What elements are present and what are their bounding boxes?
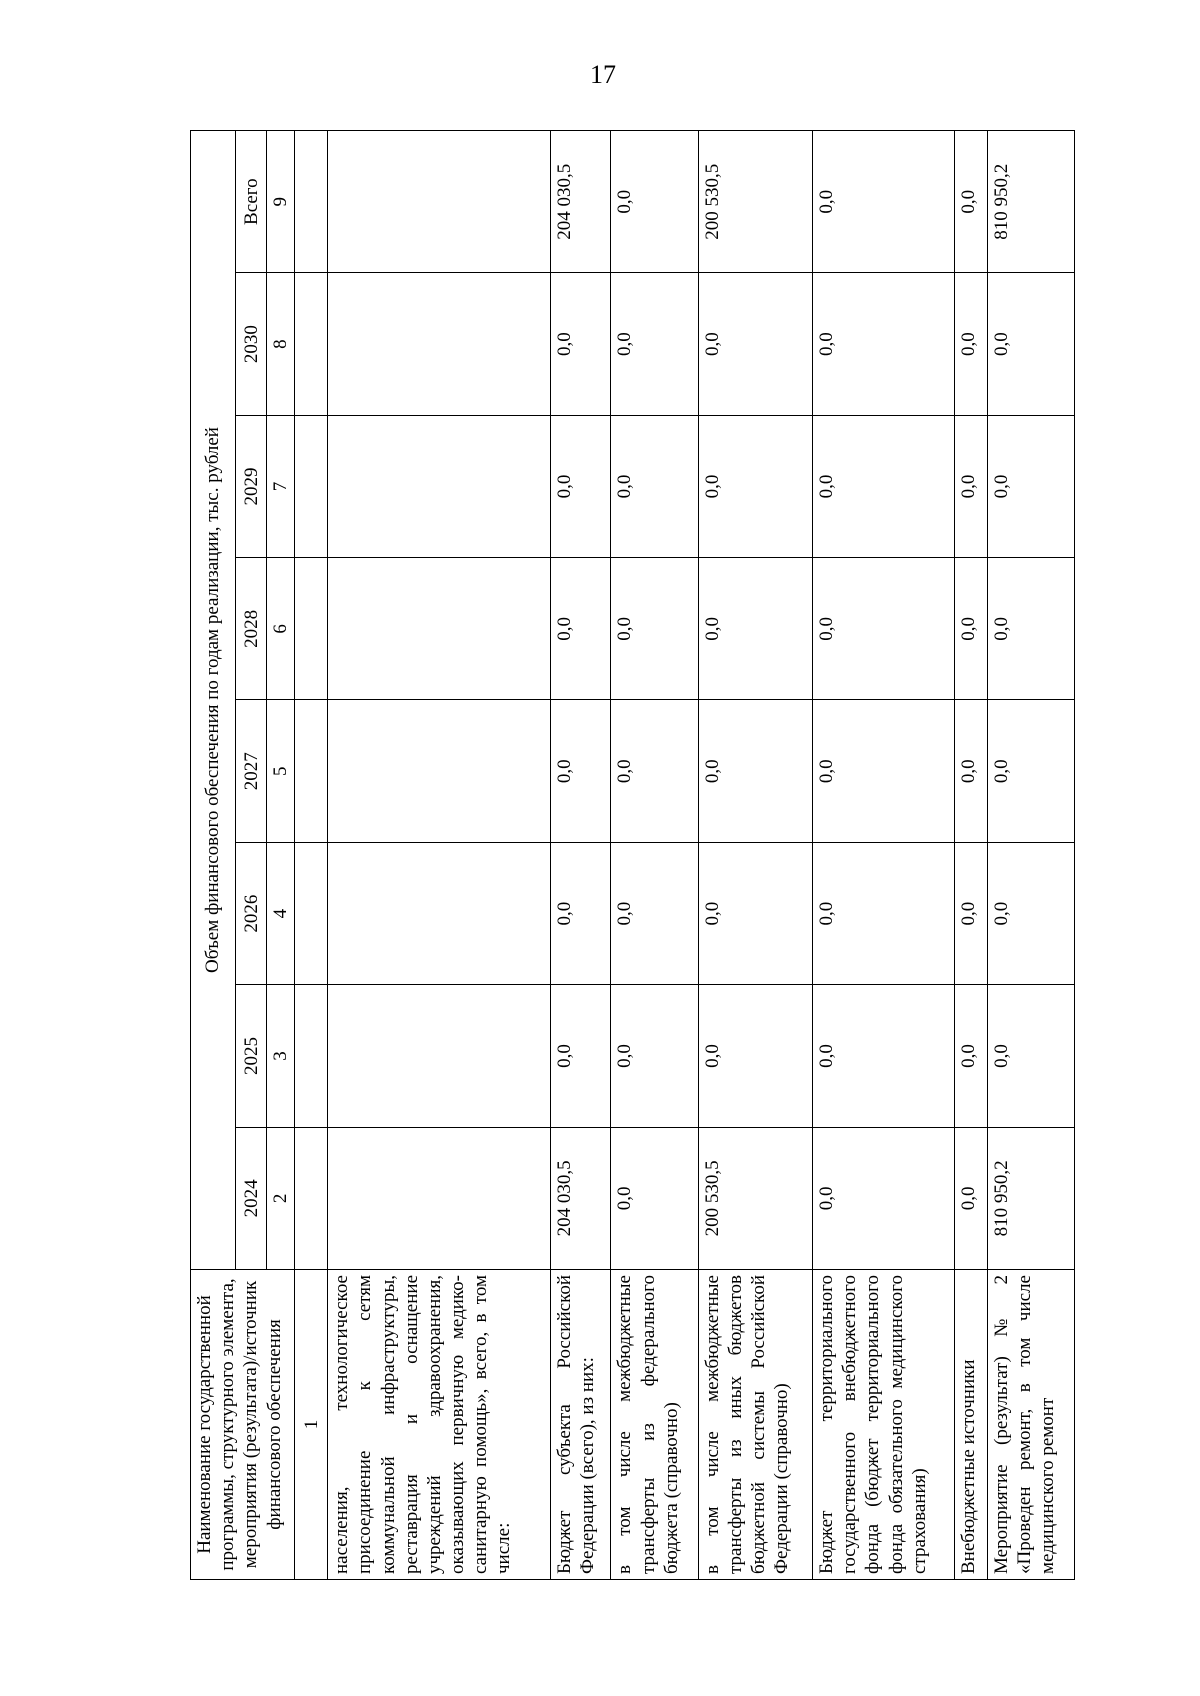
- header-name-column: Наименование государственной программы, структурного элемента, мероприятия (результата)/источник финансового обеспечения: [191, 1270, 295, 1580]
- value-cell: 204 030,5: [551, 1127, 611, 1269]
- row-name: Бюджет территориального государственного внебюджетного фонда (бюджет территориального фонда обязательного медицинского страхования): [813, 1270, 955, 1580]
- column-index: 7: [267, 415, 295, 557]
- value-cell: [328, 842, 551, 984]
- total-cell: 204 030,5: [551, 131, 611, 273]
- value-cell: 0,0: [987, 415, 1074, 557]
- header-year: 2030: [236, 273, 267, 415]
- value-cell: 0,0: [987, 842, 1074, 984]
- column-index: 8: [267, 273, 295, 415]
- value-cell: 810 950,2: [987, 1127, 1074, 1269]
- value-cell: 0,0: [551, 842, 611, 984]
- row-name: Внебюджетные источники: [954, 1270, 987, 1580]
- empty-cell: [295, 131, 328, 273]
- value-cell: 0,0: [611, 985, 698, 1127]
- value-cell: [328, 558, 551, 700]
- empty-cell: [295, 273, 328, 415]
- column-index: 5: [267, 700, 295, 842]
- value-cell: 0,0: [954, 1127, 987, 1269]
- header-year: 2029: [236, 415, 267, 557]
- empty-cell: [295, 985, 328, 1127]
- value-cell: 0,0: [813, 558, 955, 700]
- total-cell: 0,0: [954, 131, 987, 273]
- column-index: 4: [267, 842, 295, 984]
- value-cell: 0,0: [813, 985, 955, 1127]
- table-row: [551, 131, 611, 1580]
- header-year: 2026: [236, 842, 267, 984]
- value-cell: 0,0: [611, 273, 698, 415]
- value-cell: 0,0: [551, 985, 611, 1127]
- empty-cell: [295, 842, 328, 984]
- column-index-row: [295, 131, 328, 1580]
- header-year: 2024: [236, 1127, 267, 1269]
- value-cell: 0,0: [611, 842, 698, 984]
- row-name: в том числе межбюджетные трансферты из иных бюджетов бюджетной системы Российской Федерации (справочно): [698, 1270, 812, 1580]
- empty-cell: [295, 558, 328, 700]
- value-cell: 0,0: [698, 273, 812, 415]
- value-cell: 0,0: [987, 273, 1074, 415]
- column-index: 6: [267, 558, 295, 700]
- value-cell: 0,0: [698, 985, 812, 1127]
- column-index: 2: [267, 1127, 295, 1269]
- value-cell: 0,0: [551, 558, 611, 700]
- value-cell: 0,0: [954, 558, 987, 700]
- financing-table: [190, 130, 1075, 1580]
- value-cell: [328, 985, 551, 1127]
- value-cell: 0,0: [813, 273, 955, 415]
- header-year: 2025: [236, 985, 267, 1127]
- row-name: в том числе межбюджетные трансферты из федерального бюджета (справочно): [611, 1270, 698, 1580]
- total-cell: [328, 131, 551, 273]
- column-index: 1: [295, 1270, 328, 1580]
- table-row: [954, 131, 987, 1580]
- header-total: Всего: [236, 131, 267, 273]
- empty-cell: [295, 700, 328, 842]
- table-row: [328, 131, 551, 1580]
- row-name: населения, технологическое присоединение к сетям коммунальной инфраструктуры, реставрация и оснащение учреждений здравоохранения, оказывающих первичную медико-санитарную помощь», всего, в том числе:: [328, 1270, 551, 1580]
- value-cell: 200 530,5: [698, 1127, 812, 1269]
- header-year: 2027: [236, 700, 267, 842]
- value-cell: 0,0: [987, 558, 1074, 700]
- value-cell: 0,0: [987, 985, 1074, 1127]
- value-cell: 0,0: [813, 1127, 955, 1269]
- value-cell: 0,0: [611, 558, 698, 700]
- value-cell: 0,0: [954, 700, 987, 842]
- value-cell: 0,0: [698, 842, 812, 984]
- value-cell: [328, 700, 551, 842]
- total-cell: 200 530,5: [698, 131, 812, 273]
- value-cell: 0,0: [551, 273, 611, 415]
- header-year: 2028: [236, 558, 267, 700]
- rotated-table-container: [190, 130, 1075, 1580]
- value-cell: 0,0: [698, 415, 812, 557]
- empty-cell: [295, 1127, 328, 1269]
- value-cell: 0,0: [611, 700, 698, 842]
- value-cell: 0,0: [813, 700, 955, 842]
- value-cell: 0,0: [551, 700, 611, 842]
- row-name: Мероприятие (результат) № 2 «Проведен ремонт, в том числе медицинского ремонт: [987, 1270, 1074, 1580]
- table-row: [987, 131, 1074, 1580]
- column-index: 3: [267, 985, 295, 1127]
- value-cell: 0,0: [813, 842, 955, 984]
- value-cell: 0,0: [551, 415, 611, 557]
- header-volume-title: Объем финансового обеспечения по годам реализации, тыс. рублей: [191, 131, 236, 1270]
- value-cell: 0,0: [813, 415, 955, 557]
- value-cell: 0,0: [954, 842, 987, 984]
- total-cell: 810 950,2: [987, 131, 1074, 273]
- header-row-main: [191, 131, 236, 1580]
- row-name: Бюджет субъекта Российской Федерации (всего), из них:: [551, 1270, 611, 1580]
- value-cell: 0,0: [698, 700, 812, 842]
- value-cell: 0,0: [954, 273, 987, 415]
- table-row: [813, 131, 955, 1580]
- value-cell: 0,0: [954, 985, 987, 1127]
- value-cell: 0,0: [611, 1127, 698, 1269]
- total-cell: 0,0: [813, 131, 955, 273]
- value-cell: [328, 1127, 551, 1269]
- value-cell: [328, 415, 551, 557]
- value-cell: 0,0: [954, 415, 987, 557]
- total-cell: 0,0: [611, 131, 698, 273]
- page-number: 17: [590, 60, 616, 89]
- value-cell: 0,0: [987, 700, 1074, 842]
- table-row: [698, 131, 812, 1580]
- value-cell: [328, 273, 551, 415]
- empty-cell: [295, 415, 328, 557]
- table-row: [611, 131, 698, 1580]
- value-cell: 0,0: [611, 415, 698, 557]
- column-index: 9: [267, 131, 295, 273]
- value-cell: 0,0: [698, 558, 812, 700]
